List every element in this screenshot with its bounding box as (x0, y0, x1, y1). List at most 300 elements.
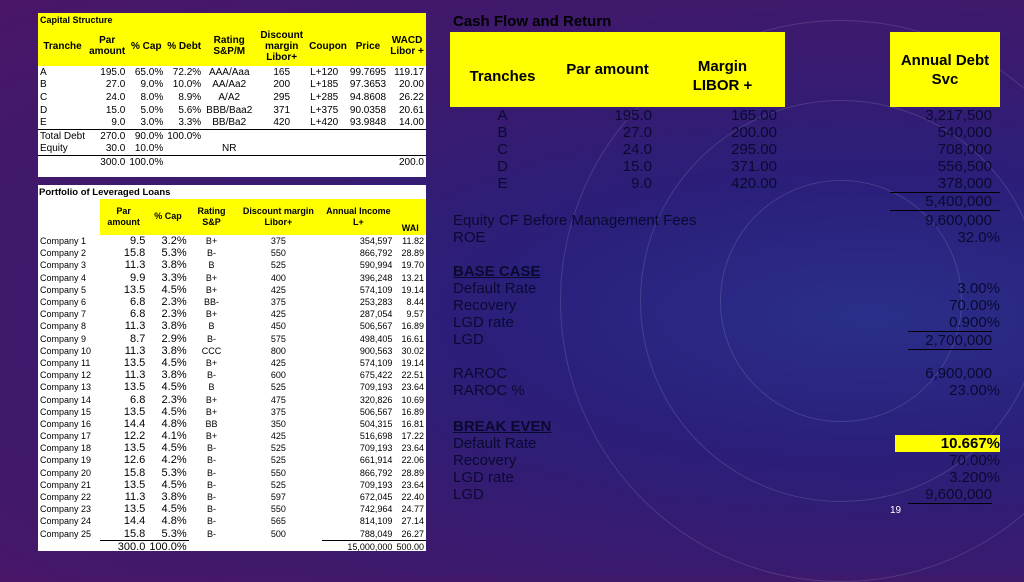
portfolio-cell-cap: 4.5% (161, 381, 187, 394)
portfolio-cell-rating: B- (207, 370, 217, 381)
portfolio-cell-name: Company 22 (40, 492, 92, 503)
col-header: Annual Debt Svc (890, 32, 1000, 107)
portfolio-cell-par: 11.3 (124, 491, 146, 504)
cap-cell-debt: 10.0% (172, 79, 202, 91)
cap-cell-tranche: D (40, 104, 48, 116)
portfolio-row (38, 406, 426, 418)
portfolio-cell-rating: B- (207, 443, 217, 454)
portfolio-cell-dm: 450 (270, 321, 286, 332)
portfolio-cell-name: Company 19 (40, 455, 92, 466)
portfolio-cell-dm: 425 (270, 357, 286, 368)
portfolio-cell-name: Company 3 (40, 260, 87, 271)
portfolio-cell-par: 13.5 (123, 381, 146, 394)
col-header: % Cap (127, 26, 165, 66)
cap-cell-dm: 200 (273, 79, 291, 91)
portfolio-cell-par: 8.7 (130, 332, 146, 345)
portfolio-cell-wai: 13.21 (401, 272, 424, 283)
portfolio-cell-dm: 550 (270, 504, 286, 515)
be-default-rate: 10.667% (895, 435, 1000, 452)
portfolio-cell-par: 11.3 (124, 344, 146, 357)
portfolio-cell-income: 516,698 (359, 431, 393, 442)
portfolio-cell-par: 15.8 (123, 466, 146, 479)
portfolio-cell-par: 9.9 (130, 271, 146, 284)
portfolio-cell-rating: B+ (205, 431, 218, 442)
raroc-pct-value: 23.00% (949, 382, 1000, 399)
portfolio-row (38, 515, 426, 527)
portfolio-cell-income: 287,054 (359, 309, 393, 320)
cash-flow-title: Cash Flow and Return (453, 13, 612, 30)
portfolio-cell-wai: 22.51 (401, 370, 424, 381)
portfolio-cell-dm: 375 (270, 236, 286, 247)
portfolio-cell-cap: 4.5% (161, 283, 187, 296)
portfolio-cell-name: Company 21 (40, 479, 92, 490)
tranche-cell-margin: 371.00 (731, 158, 777, 175)
portfolio-cell-rating: BB- (204, 297, 220, 308)
portfolio-cell-dm: 600 (270, 370, 286, 381)
col-header: Tranche (38, 26, 87, 66)
portfolio-cell-wai: 28.89 (401, 467, 424, 478)
portfolio-cell-wai: 23.64 (401, 382, 424, 393)
col-header: Par amount (555, 32, 660, 107)
capital-row (38, 116, 426, 129)
col-header: Par amount (100, 199, 147, 235)
equity-cap: 10.0% (134, 143, 164, 155)
portfolio-cell-cap: 4.5% (161, 503, 187, 516)
portfolio-cell-name: Company 2 (40, 248, 87, 259)
portfolio-cell-wai: 17.22 (401, 431, 424, 442)
portfolio-cell-name: Company 23 (40, 504, 92, 515)
portfolio-table (38, 185, 426, 551)
portfolio-cell-income: 709,193 (359, 382, 393, 393)
be-recovery-label: Recovery (453, 452, 517, 469)
tranche-cell-tranche: B (497, 124, 508, 141)
portfolio-cell-name: Company 11 (40, 357, 91, 368)
portfolio-cell-name: Company 9 (40, 333, 87, 344)
portfolio-cell-cap: 3.8% (161, 320, 187, 333)
portfolio-row (38, 503, 426, 515)
base-lgd-label: LGD (453, 331, 484, 348)
cap-cell-price: 94.8608 (349, 91, 387, 103)
portfolio-cell-rating: B (208, 321, 215, 332)
cap-cell-debt: 8.9% (178, 91, 202, 103)
portfolio-cell-name: Company 6 (40, 297, 87, 308)
portfolio-cell-wai: 28.89 (401, 248, 424, 259)
cap-cell-coupon: L+185 (310, 79, 339, 91)
col-header: Rating S&P (189, 199, 235, 235)
cap-cell-debt: 3.3% (178, 117, 202, 129)
cap-cell-wacd: 20.61 (398, 104, 424, 116)
cap-cell-dm: 420 (273, 117, 291, 129)
portfolio-row (38, 418, 426, 430)
portfolio-cell-par: 6.8 (130, 308, 146, 321)
portfolio-cell-cap: 2.3% (161, 296, 187, 309)
portfolio-cell-rating: B- (207, 479, 217, 490)
tranche-cell-svc: 708,000 (937, 141, 992, 158)
portfolio-cell-rating: B- (207, 492, 217, 503)
cap-cell-wacd: 20.00 (398, 79, 424, 91)
tranche-row (450, 124, 1000, 141)
portfolio-row (38, 345, 426, 357)
portfolio-cell-dm: 425 (270, 431, 286, 442)
cap-cell-tranche: C (40, 91, 48, 103)
portfolio-cell-par: 11.3 (124, 320, 146, 333)
total-debt-cap: 90.0% (134, 130, 164, 142)
portfolio-cell-rating: B+ (205, 357, 218, 368)
cap-cell-debt: 5.6% (178, 104, 202, 116)
portfolio-cell-income: 742,964 (359, 504, 393, 515)
portfolio-row (38, 430, 426, 442)
cap-cell-wacd: 26.22 (398, 91, 424, 103)
portfolio-cell-income: 253,283 (359, 297, 393, 308)
portfolio-cell-par: 13.5 (123, 405, 146, 418)
portfolio-row (38, 528, 426, 541)
portfolio-total-cap: 100.0% (149, 540, 187, 553)
col-header: Discount margin Libor+ (234, 199, 322, 235)
portfolio-row (38, 381, 426, 393)
tranche-cell-tranche: E (497, 175, 508, 193)
portfolio-cell-wai: 24.77 (401, 504, 424, 515)
portfolio-cell-dm: 550 (270, 248, 286, 259)
cap-cell-tranche: A (40, 66, 47, 78)
total-debt-par: 270.0 (100, 130, 126, 142)
portfolio-cell-par: 13.5 (123, 503, 146, 516)
portfolio-row (38, 393, 426, 405)
portfolio-row (38, 247, 426, 259)
portfolio-cell-name: Company 4 (40, 272, 87, 283)
portfolio-cell-par: 14.4 (123, 515, 146, 528)
capital-structure-title: Capital Structure (38, 13, 426, 26)
portfolio-cell-wai: 10.69 (401, 394, 424, 405)
portfolio-cell-wai: 19.14 (401, 284, 424, 295)
portfolio-title: Portfolio of Leveraged Loans (38, 185, 426, 199)
portfolio-cell-par: 11.3 (124, 259, 146, 272)
portfolio-cell-rating: B+ (205, 236, 218, 247)
break-even-title: BREAK EVEN (453, 418, 552, 435)
portfolio-cell-wai: 9.57 (406, 309, 424, 320)
portfolio-row (38, 235, 426, 247)
portfolio-cell-name: Company 15 (40, 406, 92, 417)
cap-cell-cap: 8.0% (140, 91, 164, 103)
portfolio-cell-cap: 3.8% (161, 491, 187, 504)
portfolio-cell-income: 574,109 (359, 284, 393, 295)
portfolio-cell-dm: 475 (270, 394, 286, 405)
portfolio-cell-income: 590,994 (359, 260, 393, 271)
portfolio-cell-cap: 5.3% (161, 527, 187, 540)
cap-cell-rating: A/A2 (218, 91, 241, 103)
portfolio-row (38, 442, 426, 454)
portfolio-cell-dm: 350 (270, 418, 286, 429)
portfolio-cell-name: Company 17 (40, 431, 92, 442)
capital-row (38, 66, 426, 79)
portfolio-cell-wai: 11.82 (402, 236, 424, 247)
portfolio-cell-name: Company 24 (40, 516, 92, 527)
portfolio-cell-wai: 23.64 (401, 479, 424, 490)
raroc-pct-label: RAROC % (453, 382, 525, 399)
portfolio-cell-cap: 4.8% (161, 417, 187, 430)
portfolio-cell-cap: 2.3% (161, 308, 187, 321)
portfolio-cell-name: Company 18 (40, 443, 92, 454)
cap-cell-price: 99.7695 (349, 66, 387, 78)
cap-cell-dm: 165 (273, 66, 291, 78)
portfolio-cell-income: 506,567 (359, 406, 393, 417)
portfolio-cell-name: Company 13 (40, 382, 92, 393)
cap-cell-wacd: 119.17 (394, 66, 424, 78)
portfolio-cell-wai: 26.27 (401, 528, 424, 539)
tranche-cell-margin: 200.00 (731, 124, 777, 141)
portfolio-cell-rating: B+ (205, 406, 218, 417)
tranche-cell-svc: 3,217,500 (925, 107, 992, 124)
base-recovery: 70.00% (949, 297, 1000, 314)
portfolio-cell-income: 504,315 (359, 418, 393, 429)
capital-row (38, 91, 426, 104)
portfolio-row (38, 308, 426, 320)
portfolio-cell-rating: B- (207, 455, 217, 466)
portfolio-cell-wai: 19.14 (401, 357, 424, 368)
portfolio-cell-dm: 500 (270, 528, 286, 539)
portfolio-row (38, 454, 426, 466)
portfolio-cell-rating: B (208, 260, 215, 271)
portfolio-cell-dm: 525 (270, 455, 286, 466)
portfolio-cell-par: 13.5 (123, 356, 146, 369)
portfolio-row (38, 491, 426, 503)
portfolio-cell-cap: 4.5% (161, 356, 187, 369)
portfolio-cell-name: Company 8 (40, 321, 87, 332)
portfolio-cell-cap: 4.5% (161, 405, 187, 418)
portfolio-cell-rating: B- (207, 516, 217, 527)
tranche-cell-par: 24.0 (622, 141, 652, 158)
portfolio-cell-wai: 19.70 (401, 260, 424, 271)
tranche-cell-tranche: D (497, 158, 508, 175)
portfolio-cell-par: 13.5 (123, 283, 146, 296)
tranche-debt-service-table (450, 32, 1000, 211)
cap-cell-par: 24.0 (105, 91, 126, 103)
cap-cell-debt: 72.2% (172, 66, 202, 78)
page-number: 19 (890, 505, 902, 516)
tranche-cell-par: 15.0 (622, 158, 652, 175)
portfolio-cell-rating: B- (207, 248, 217, 259)
tranche-row (450, 158, 1000, 175)
cap-cell-price: 90.0358 (349, 104, 387, 116)
portfolio-cell-name: Company 20 (40, 467, 92, 478)
portfolio-cell-wai: 30.02 (401, 345, 424, 356)
total-debt-service: 5,400,000 (890, 193, 1000, 211)
tranche-row (450, 175, 1000, 193)
be-default-rate-label: Default Rate (453, 435, 537, 452)
col-header: % Cap (147, 199, 188, 235)
be-lgd-label: LGD (453, 486, 484, 503)
portfolio-cell-name: Company 5 (40, 284, 87, 295)
portfolio-cell-dm: 400 (270, 272, 286, 283)
tranche-cell-par: 27.0 (622, 124, 652, 141)
portfolio-row (38, 369, 426, 381)
portfolio-cell-wai: 16.89 (401, 321, 424, 332)
portfolio-cell-income: 672,045 (359, 492, 393, 503)
portfolio-cell-wai: 8.44 (406, 297, 424, 308)
portfolio-cell-par: 15.8 (123, 527, 146, 540)
portfolio-cell-par: 12.6 (123, 454, 146, 467)
portfolio-cell-dm: 597 (270, 492, 286, 503)
portfolio-cell-par: 13.5 (123, 442, 146, 455)
portfolio-cell-cap: 3.8% (161, 259, 187, 272)
capital-row (38, 104, 426, 117)
portfolio-total-par: 300.0 (100, 540, 147, 553)
portfolio-cell-cap: 2.9% (161, 332, 187, 345)
cap-cell-cap: 9.0% (140, 79, 164, 91)
portfolio-cell-income: 675,422 (359, 370, 393, 381)
total-wacd: 200.0 (388, 156, 426, 169)
portfolio-cell-cap: 4.1% (161, 430, 187, 443)
portfolio-row (38, 284, 426, 296)
portfolio-cell-income: 661,914 (359, 455, 393, 466)
total-par: 300.0 (100, 156, 126, 168)
portfolio-cell-dm: 375 (270, 297, 286, 308)
cap-cell-cap: 5.0% (140, 104, 164, 116)
portfolio-cell-cap: 3.3% (161, 271, 187, 284)
portfolio-cell-dm: 525 (270, 479, 286, 490)
cap-cell-coupon: L+375 (310, 104, 339, 116)
portfolio-cell-rating: B+ (205, 309, 218, 320)
portfolio-cell-par: 6.8 (130, 296, 146, 309)
portfolio-cell-income: 709,193 (359, 443, 393, 454)
portfolio-cell-name: Company 14 (40, 394, 92, 405)
portfolio-cell-dm: 425 (270, 284, 286, 295)
col-header: Annual Income L+ (322, 199, 394, 235)
cap-cell-coupon: L+420 (310, 117, 339, 129)
cap-cell-coupon: L+285 (310, 91, 339, 103)
portfolio-cell-income: 814,109 (359, 516, 393, 527)
total-debt-label: Total Debt (40, 130, 86, 142)
portfolio-cell-rating: B- (207, 333, 217, 344)
tranche-row (450, 107, 1000, 124)
portfolio-cell-income: 506,567 (359, 321, 393, 332)
cap-cell-wacd: 14.00 (398, 117, 424, 129)
portfolio-cell-income: 354,597 (359, 236, 393, 247)
portfolio-cell-dm: 525 (270, 443, 286, 454)
cap-cell-tranche: B (40, 79, 47, 91)
portfolio-row (38, 357, 426, 369)
portfolio-cell-cap: 4.2% (161, 454, 187, 467)
equity-label: Equity (40, 143, 68, 155)
base-default-rate-label: Default Rate (453, 280, 537, 297)
total-cap: 100.0% (129, 156, 164, 168)
cap-cell-par: 15.0 (105, 104, 126, 116)
portfolio-cell-wai: 22.40 (401, 492, 424, 503)
cap-cell-dm: 371 (273, 104, 291, 116)
cap-cell-coupon: L+120 (310, 66, 339, 78)
cap-cell-rating: AA/Aa2 (212, 79, 247, 91)
tranche-cell-margin: 295.00 (731, 141, 777, 158)
tranche-cell-par: 195.0 (614, 107, 652, 124)
tranche-cell-svc: 378,000 (937, 175, 992, 192)
portfolio-cell-cap: 5.3% (161, 247, 187, 260)
col-header (38, 199, 100, 235)
tranche-cell-svc: 540,000 (937, 124, 992, 141)
portfolio-cell-name: Company 10 (40, 345, 92, 356)
portfolio-cell-par: 6.8 (130, 393, 146, 406)
tranche-cell-svc: 556,500 (937, 158, 992, 175)
portfolio-cell-rating: CCC (201, 345, 222, 356)
raroc-label: RAROC (453, 365, 508, 382)
cap-cell-par: 9.0 (111, 117, 126, 129)
base-case-title: BASE CASE (453, 263, 541, 280)
cap-cell-tranche: E (40, 117, 47, 129)
be-recovery: 70.00% (949, 452, 1000, 469)
portfolio-cell-wai: 16.81 (401, 418, 424, 429)
portfolio-cell-cap: 3.2% (161, 235, 187, 248)
base-case-section (453, 263, 1000, 399)
portfolio-cell-income: 788,049 (359, 528, 393, 539)
portfolio-cell-name: Company 16 (40, 418, 92, 429)
portfolio-row (38, 479, 426, 491)
cap-cell-rating: BB/Ba2 (212, 117, 247, 129)
portfolio-cell-dm: 375 (270, 406, 286, 417)
portfolio-cell-dm: 565 (270, 516, 286, 527)
portfolio-cell-income: 320,826 (359, 394, 393, 405)
capital-row (38, 79, 426, 92)
portfolio-cell-rating: B- (207, 528, 217, 539)
col-header: Tranches (450, 32, 555, 107)
capital-structure-table (38, 13, 426, 177)
portfolio-cell-rating: B+ (205, 394, 218, 405)
base-recovery-label: Recovery (453, 297, 517, 314)
portfolio-cell-par: 9.5 (130, 235, 146, 248)
portfolio-cell-wai: 16.89 (401, 406, 424, 417)
portfolio-row (38, 467, 426, 479)
portfolio-total-income: 15,000,000 (322, 540, 394, 553)
col-header: Price (348, 26, 388, 66)
portfolio-cell-name: Company 1 (40, 236, 87, 247)
cap-cell-cap: 65.0% (134, 66, 164, 78)
base-lgd-rate-label: LGD rate (453, 314, 514, 331)
col-header: Coupon (308, 26, 348, 66)
raroc-value: 6,900,000 (925, 365, 992, 382)
cap-cell-dm: 295 (273, 91, 291, 103)
portfolio-cell-cap: 4.5% (161, 478, 187, 491)
col-header: Discount margin Libor+ (255, 26, 308, 66)
portfolio-cell-dm: 525 (270, 382, 286, 393)
break-even-section (453, 418, 1000, 503)
be-lgd-rate-label: LGD rate (453, 469, 514, 486)
cap-cell-price: 93.9848 (349, 117, 387, 129)
portfolio-cell-income: 574,109 (359, 357, 393, 368)
portfolio-cell-par: 15.8 (123, 247, 146, 260)
total-debt-debt: 100.0% (167, 130, 202, 142)
portfolio-cell-dm: 575 (270, 333, 286, 344)
portfolio-cell-income: 900,563 (359, 345, 393, 356)
portfolio-cell-wai: 23.64 (401, 443, 424, 454)
portfolio-cell-cap: 5.3% (161, 466, 187, 479)
col-header: % Debt (165, 26, 203, 66)
tranche-cell-margin: 165.00 (731, 107, 777, 124)
portfolio-cell-income: 866,792 (359, 248, 393, 259)
base-lgd-rate: 0.900% (949, 314, 1000, 331)
tranche-cell-margin: 420.00 (731, 175, 777, 193)
portfolio-cell-par: 11.3 (124, 369, 146, 382)
portfolio-row (38, 272, 426, 284)
base-lgd: 2,700,000 (908, 331, 992, 350)
portfolio-cell-rating: B- (207, 504, 217, 515)
be-lgd: 9,600,000 (908, 486, 992, 504)
base-default-rate: 3.00% (957, 280, 1000, 297)
cap-cell-cap: 3.0% (140, 117, 164, 129)
portfolio-cell-cap: 4.8% (161, 515, 187, 528)
cap-cell-rating: AAA/Aaa (208, 66, 250, 78)
portfolio-cell-dm: 550 (270, 467, 286, 478)
tranche-cell-tranche: A (497, 107, 508, 124)
col-header: Margin LIBOR + (660, 32, 785, 107)
equity-cf-value: 9,600,000 (925, 212, 992, 229)
portfolio-total-wai: 500.00 (394, 540, 426, 553)
